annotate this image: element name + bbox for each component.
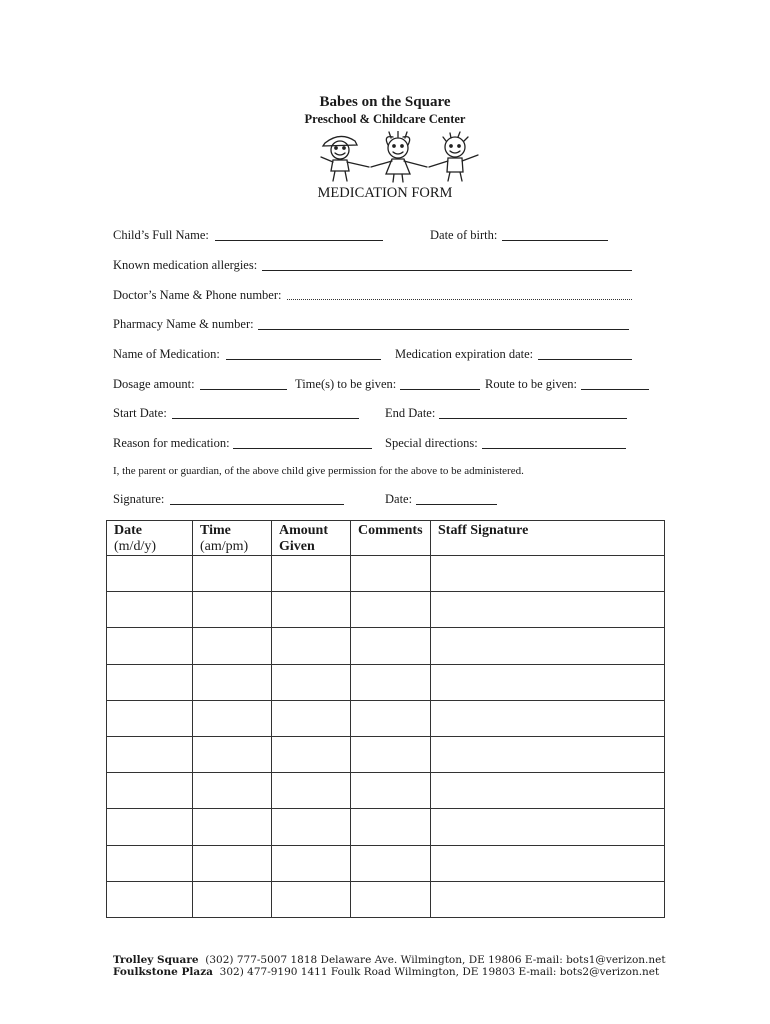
footer-location-2-name: Foulkstone Plaza	[113, 966, 213, 978]
table-cell[interactable]	[107, 592, 193, 628]
table-cell[interactable]	[431, 736, 665, 772]
footer-location-2	[113, 966, 659, 978]
table-cell[interactable]	[431, 773, 665, 809]
table-cell[interactable]	[193, 592, 272, 628]
table-row	[107, 845, 665, 881]
table-cell[interactable]	[272, 773, 351, 809]
table-cell[interactable]	[351, 881, 431, 917]
table-cell[interactable]	[107, 809, 193, 845]
table-row	[107, 592, 665, 628]
header-date: Date (m/d/y)	[107, 521, 193, 556]
table-cell[interactable]	[193, 773, 272, 809]
table-row	[107, 628, 665, 664]
table-row	[107, 809, 665, 845]
reason-label: Reason for medication:	[113, 436, 230, 450]
table-cell[interactable]	[351, 592, 431, 628]
pharmacy-label: Pharmacy Name & number:	[113, 317, 254, 331]
table-cell[interactable]	[272, 809, 351, 845]
child-name-label: Child’s Full Name:	[113, 228, 209, 242]
table-cell[interactable]	[351, 700, 431, 736]
medication-label: Name of Medication:	[113, 347, 220, 361]
table-cell[interactable]	[431, 700, 665, 736]
start-date-line[interactable]	[172, 418, 359, 419]
table-cell[interactable]	[431, 664, 665, 700]
table-header-row	[107, 521, 665, 556]
table-cell[interactable]	[193, 556, 272, 592]
table-cell[interactable]	[272, 628, 351, 664]
table-cell[interactable]	[107, 664, 193, 700]
table-cell[interactable]	[107, 736, 193, 772]
footer-location-1-name: Trolley Square	[113, 954, 199, 966]
table-cell[interactable]	[351, 809, 431, 845]
table-cell[interactable]	[351, 664, 431, 700]
table-cell[interactable]	[351, 628, 431, 664]
times-label: Time(s) to be given:	[295, 377, 397, 391]
times-line[interactable]	[400, 389, 480, 390]
table-cell[interactable]	[272, 664, 351, 700]
table-cell[interactable]	[272, 592, 351, 628]
table-cell[interactable]	[272, 736, 351, 772]
table-cell[interactable]	[431, 556, 665, 592]
directions-label: Special directions:	[385, 436, 478, 450]
table-row	[107, 881, 665, 917]
table-cell[interactable]	[431, 845, 665, 881]
form-title: MEDICATION FORM	[317, 185, 453, 201]
table-cell[interactable]	[431, 592, 665, 628]
table-row	[107, 664, 665, 700]
signature-date-line[interactable]	[416, 504, 497, 505]
expiration-label: Medication expiration date:	[395, 347, 534, 361]
table-cell[interactable]	[193, 736, 272, 772]
table-cell[interactable]	[272, 700, 351, 736]
table-row	[107, 773, 665, 809]
end-date-line[interactable]	[439, 418, 627, 419]
table-cell[interactable]	[107, 773, 193, 809]
header-time: Time (am/pm)	[193, 521, 272, 556]
medication-line[interactable]	[226, 359, 381, 360]
table-cell[interactable]	[351, 773, 431, 809]
table-cell[interactable]	[272, 556, 351, 592]
table-cell[interactable]	[107, 628, 193, 664]
directions-line[interactable]	[482, 448, 626, 449]
dob-line[interactable]	[502, 240, 608, 241]
signature-date-label: Date:	[385, 492, 413, 506]
header-comments: Comments	[351, 521, 431, 556]
route-label: Route to be given:	[485, 377, 577, 391]
start-date-label: Start Date:	[113, 406, 167, 420]
table-cell[interactable]	[193, 809, 272, 845]
table-cell[interactable]	[107, 881, 193, 917]
header-staff-signature: Staff Signature	[431, 521, 665, 556]
allergies-label: Known medication allergies:	[113, 258, 258, 272]
table-row	[107, 700, 665, 736]
permission-statement: I, the parent or guardian, of the above child give permission for the above to be administered.	[113, 465, 524, 477]
footer-location-1-details: (302) 777-5007 1818 Delaware Ave. Wilmington, DE 19806 E-mail: bots1@verizon.net	[205, 954, 666, 966]
table-cell[interactable]	[351, 845, 431, 881]
children-holding-hands-icon	[313, 131, 493, 183]
table-cell[interactable]	[431, 628, 665, 664]
table-cell[interactable]	[272, 881, 351, 917]
table-cell[interactable]	[193, 881, 272, 917]
footer-location-1	[113, 954, 666, 966]
table-cell[interactable]	[193, 664, 272, 700]
table-cell[interactable]	[193, 845, 272, 881]
table-cell[interactable]	[193, 628, 272, 664]
table-cell[interactable]	[107, 700, 193, 736]
dosage-line[interactable]	[200, 389, 287, 390]
medication-log-table	[106, 520, 665, 918]
table-cell[interactable]	[193, 700, 272, 736]
table-cell[interactable]	[431, 809, 665, 845]
table-cell[interactable]	[107, 556, 193, 592]
signature-line[interactable]	[170, 504, 344, 505]
expiration-line[interactable]	[538, 359, 632, 360]
doctor-label: Doctor’s Name & Phone number:	[113, 288, 282, 302]
table-cell[interactable]	[107, 845, 193, 881]
dob-label: Date of birth:	[430, 228, 498, 242]
reason-line[interactable]	[233, 448, 372, 449]
doctor-line[interactable]	[287, 299, 632, 300]
allergies-line[interactable]	[262, 270, 632, 271]
table-row	[107, 736, 665, 772]
table-cell[interactable]	[272, 845, 351, 881]
school-subtitle: Preschool & Childcare Center	[304, 112, 466, 126]
school-name: Babes on the Square	[319, 94, 451, 110]
table-cell[interactable]	[351, 736, 431, 772]
child-name-line[interactable]	[215, 240, 383, 241]
signature-label: Signature:	[113, 492, 165, 506]
dosage-label: Dosage amount:	[113, 377, 195, 391]
end-date-label: End Date:	[385, 406, 436, 420]
route-line[interactable]	[581, 389, 649, 390]
footer-location-2-details: 302) 477-9190 1411 Foulk Road Wilmington, DE 19803 E-mail: bots2@verizon.net	[219, 966, 660, 978]
table-row	[107, 556, 665, 592]
table-cell[interactable]	[431, 881, 665, 917]
pharmacy-line[interactable]	[258, 329, 629, 330]
header-amount: Amount Given	[272, 521, 351, 556]
table-cell[interactable]	[351, 556, 431, 592]
